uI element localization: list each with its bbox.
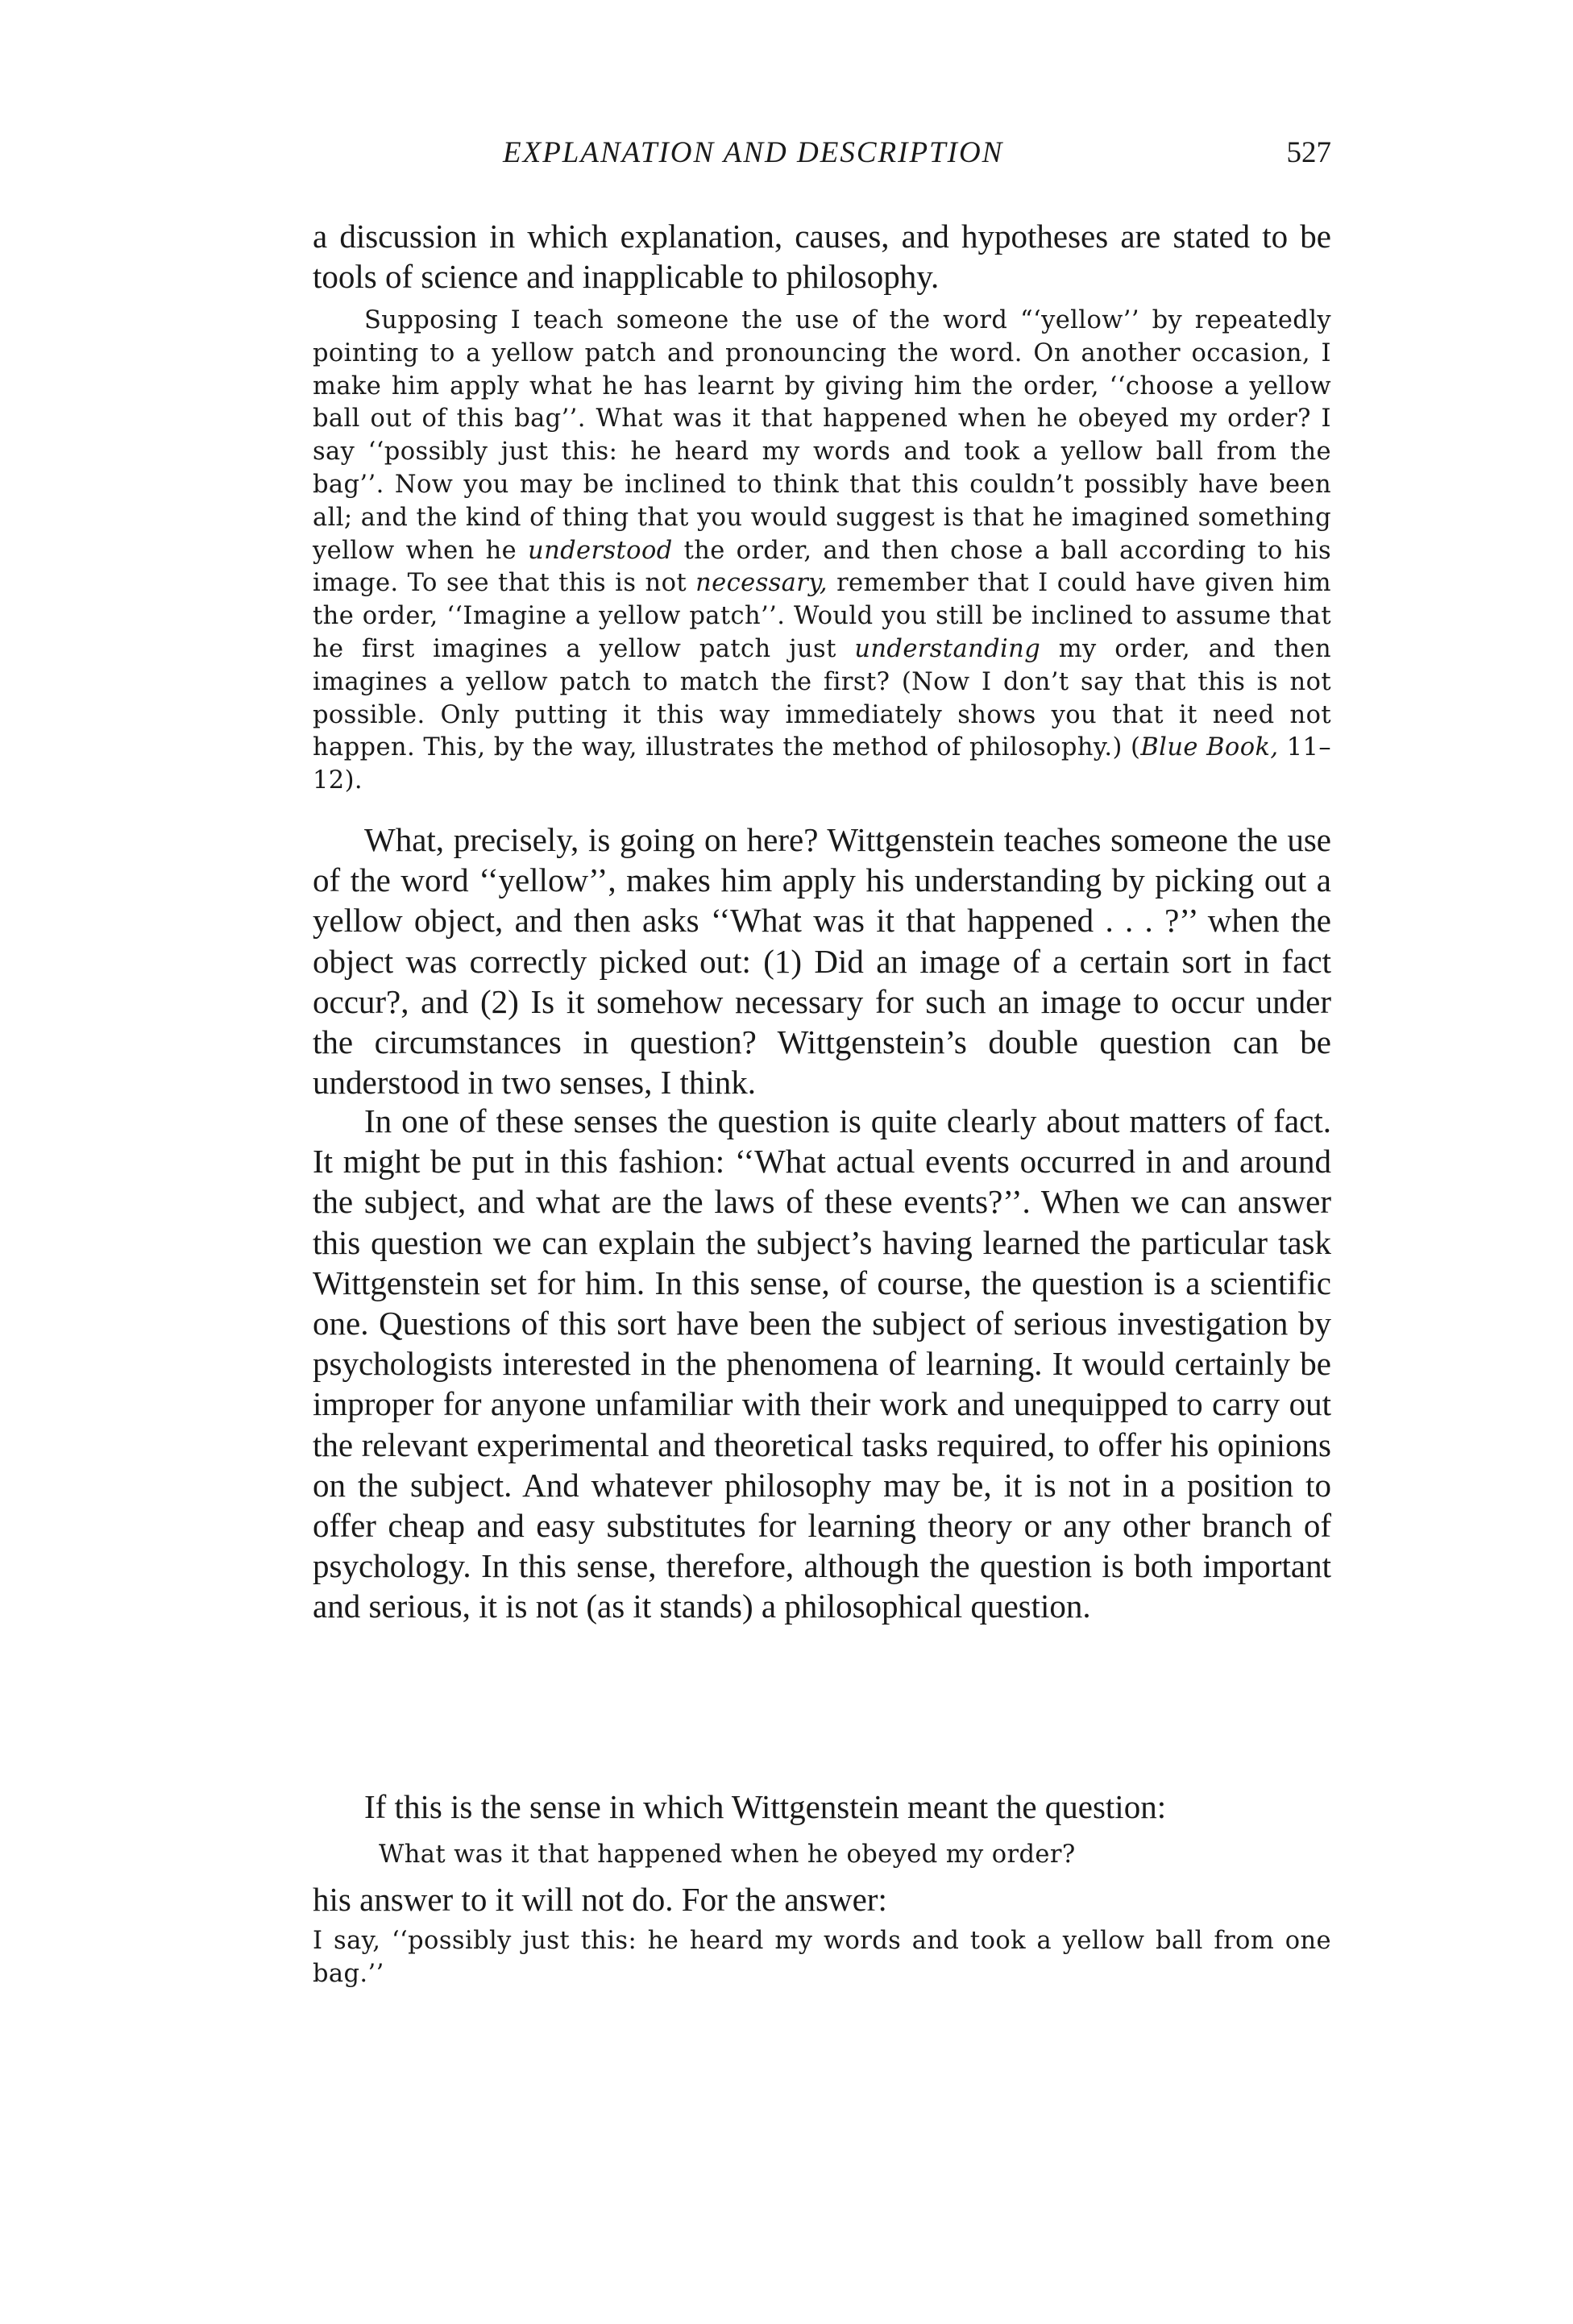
block-quote-order-text: What was it that happened when he obeyed my order? <box>379 1841 1076 1869</box>
page-number: 527 <box>1286 136 1331 169</box>
block-quote-answer-text: I say, ‘‘possibly just this: he heard my words and took a yellow ball from one bag.’’ <box>313 1927 1331 1988</box>
analysis-paragraph-4 <box>313 1879 1331 1919</box>
analysis-paragraph-2-text: In one of these senses the question is quite clearly about matters of fact. It might be put in this fashion: ‘‘What actual events occurred in and around the subject, and what are the laws of these events?’’. When we can answer this question we can explain the subject’s having learned the particular task Wittgenstein set for him. In this sense, of course, the question is a scientific one. Questions of this sort have been the subject of serious investigation by psychologists interested in the phenomena of learning. It would certainly be improper for anyone unfamiliar with their work and unequipped to carry out the relevant experimental and theoretical tasks required, to offer his opinions on the subject. And whatever philosophy may be, it is not in a position to offer cheap and easy substitutes for learning theory or any other branch of psychology. In this sense, therefore, although the question is both important and serious, it is not (as it stands) a philosophical question. <box>313 1102 1331 1625</box>
quote-emphasis-understood: understood <box>528 536 673 565</box>
analysis-paragraph-3 <box>313 1787 1331 1827</box>
quote-part-d: my order, and then imagines a yellow patch to match the first? (Now I don’t say that this is not possible. Only putting it this way immediately shows you that it need not happen. This, by the way, illustrates the method of philosophy.) ( <box>313 634 1331 762</box>
running-head <box>313 135 1331 176</box>
analysis-paragraph-4-text: his answer to it will not do. For the answer: <box>313 1881 887 1918</box>
analysis-paragraph-1 <box>313 820 1331 1102</box>
quote-part-a: Supposing I teach someone the use of the word “‘yellow’’ by repeatedly pointing to a yellow patch and pronouncing the word. On another occasion, I make him apply what he has learnt by giving him the order, ‘‘choose a yellow ball out of this bag’’. What was it that happened when he obeyed my order? I say ‘‘possibly just this: he heard my words and took a yellow ball from the bag’’. Now you may be inclined to think that this couldn’t possibly have been all; and the kind of thing that you would suggest is that he imagined something yellow when he <box>313 306 1331 565</box>
quote-emphasis-necessary: necessary, <box>695 569 828 598</box>
analysis-paragraph-3-text: If this is the sense in which Wittgenstein meant the question: <box>364 1788 1167 1825</box>
block-quote-order <box>379 1839 1331 1872</box>
quote-part-b: the order, and then chose a ball according to his image. To see that this is not <box>313 536 1331 598</box>
quote-part-c: remember that I could have given him the order, ‘‘Imagine a yellow patch’’. Would you still be inclined to assume that he first imagines a yellow patch just <box>313 569 1331 663</box>
running-title: EXPLANATION AND DESCRIPTION <box>503 136 1004 169</box>
quote-source-pages: 11–12). <box>313 733 1331 795</box>
quote-source-title: Blue Book, <box>1140 733 1279 762</box>
opening-paragraph <box>313 216 1331 297</box>
analysis-paragraph-2 <box>313 1101 1331 1627</box>
analysis-paragraph-1-text: What, precisely, is going on here? Wittgenstein teaches someone the use of the word ‘‘yellow’’, makes him apply his understanding by picking out a yellow object, and then asks ‘‘What was it that happened . . . ?’’ when the object was correctly picked out: (1) Did an image of a certain sort in fact occur?, and (2) Is it somehow necessary for such an image to occur under the circumstances in question? Wittgenstein’s double question can be understood in two senses, I think. <box>313 821 1331 1102</box>
quote-emphasis-understanding: understanding <box>854 634 1041 663</box>
opening-paragraph-text: a discussion in which explanation, causes, and hypotheses are stated to be tools of science and inapplicable to philosophy. <box>313 218 1331 296</box>
block-quote-text <box>313 305 1331 798</box>
block-quote-answer <box>313 1925 1331 1991</box>
block-quote-blue-book <box>313 305 1331 798</box>
